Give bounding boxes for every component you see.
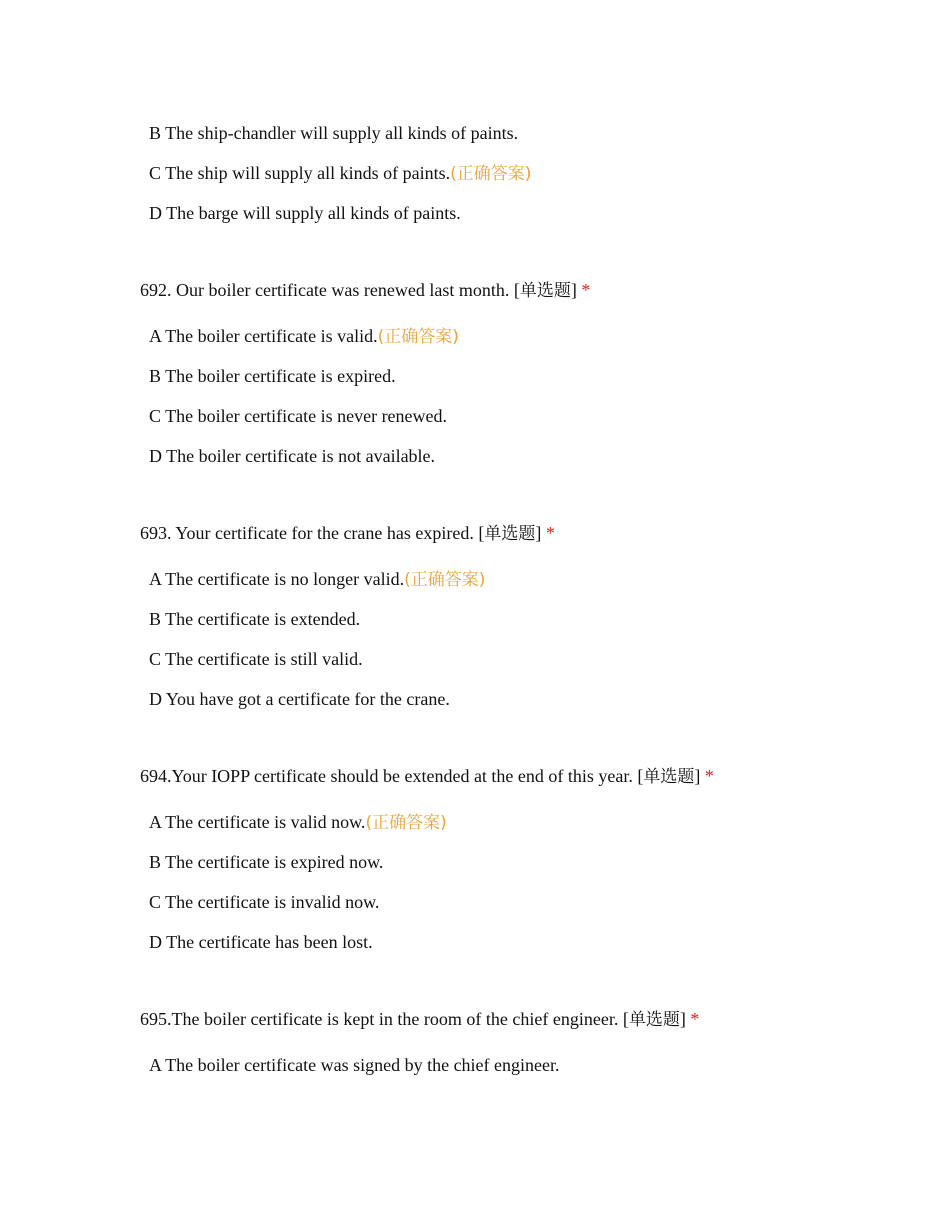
option-item: [140, 153, 900, 193]
question-type-close: ]: [679, 1009, 686, 1029]
correct-answer-marker: (正确答案): [450, 164, 532, 184]
option-item: [140, 882, 900, 922]
question-text: 692. Our boiler certificate was renewed last month.: [140, 280, 510, 300]
option-text: A The boiler certificate is valid.: [149, 326, 378, 346]
option-item: [140, 922, 900, 962]
question-type-label: 单选题: [484, 524, 536, 544]
question-type-open: [: [622, 1009, 629, 1029]
required-marker: *: [545, 523, 555, 543]
required-marker: *: [704, 766, 714, 786]
question-title: [140, 999, 900, 1039]
question-text: 695.The boiler certificate is kept in the room of the chief engineer.: [140, 1009, 619, 1029]
option-text: B The certificate is expired now.: [149, 852, 384, 872]
question-title: [140, 756, 900, 796]
option-item: [140, 842, 900, 882]
option-text: B The certificate is extended.: [149, 609, 361, 629]
option-text: A The boiler certificate was signed by the chief engineer.: [149, 1055, 560, 1075]
option-text: B The boiler certificate is expired.: [149, 366, 396, 386]
option-text: C The certificate is invalid now.: [149, 892, 380, 912]
question-type-open: [: [513, 280, 520, 300]
question-title: [140, 513, 900, 553]
option-text: A The certificate is valid now.: [149, 812, 366, 832]
option-text: B The ship-chandler will supply all kinds of paints.: [149, 123, 519, 143]
option-item: [140, 436, 900, 476]
question-text: 694.Your IOPP certificate should be extended at the end of this year.: [140, 766, 633, 786]
option-item: [140, 356, 900, 396]
question-type-close: ]: [570, 280, 577, 300]
question-title: [140, 270, 900, 310]
option-text: A The certificate is no longer valid.: [149, 569, 405, 589]
option-item: [140, 1045, 900, 1085]
option-item: [140, 679, 900, 719]
question-type-open: [: [478, 523, 485, 543]
question-type-label: 单选题: [643, 767, 695, 787]
question-type-close: ]: [535, 523, 542, 543]
quiz-document: [140, 113, 900, 1085]
option-item: [140, 802, 900, 842]
question-text: 693. Your certificate for the crane has expired.: [140, 523, 474, 543]
required-marker: *: [581, 280, 591, 300]
option-text: C The certificate is still valid.: [149, 649, 363, 669]
option-item: [140, 559, 900, 599]
option-text: C The boiler certificate is never renewed.: [149, 406, 448, 426]
option-text: D The barge will supply all kinds of paints.: [149, 203, 461, 223]
option-item: [140, 113, 900, 153]
option-item: [140, 599, 900, 639]
option-text: D The boiler certificate is not available.: [149, 446, 436, 466]
question-type-label: 单选题: [519, 281, 571, 301]
option-item: [140, 193, 900, 233]
option-text: C The ship will supply all kinds of paints.: [149, 163, 451, 183]
question-type-close: ]: [694, 766, 701, 786]
correct-answer-marker: (正确答案): [404, 570, 486, 590]
option-item: [140, 396, 900, 436]
option-item: [140, 316, 900, 356]
correct-answer-marker: (正确答案): [365, 813, 447, 833]
question-type-open: [: [637, 766, 644, 786]
option-text: D The certificate has been lost.: [149, 932, 373, 952]
question-type-label: 单选题: [628, 1010, 680, 1030]
option-text: D You have got a certificate for the crane.: [149, 689, 450, 709]
option-item: [140, 639, 900, 679]
required-marker: *: [690, 1009, 700, 1029]
correct-answer-marker: (正确答案): [377, 327, 459, 347]
